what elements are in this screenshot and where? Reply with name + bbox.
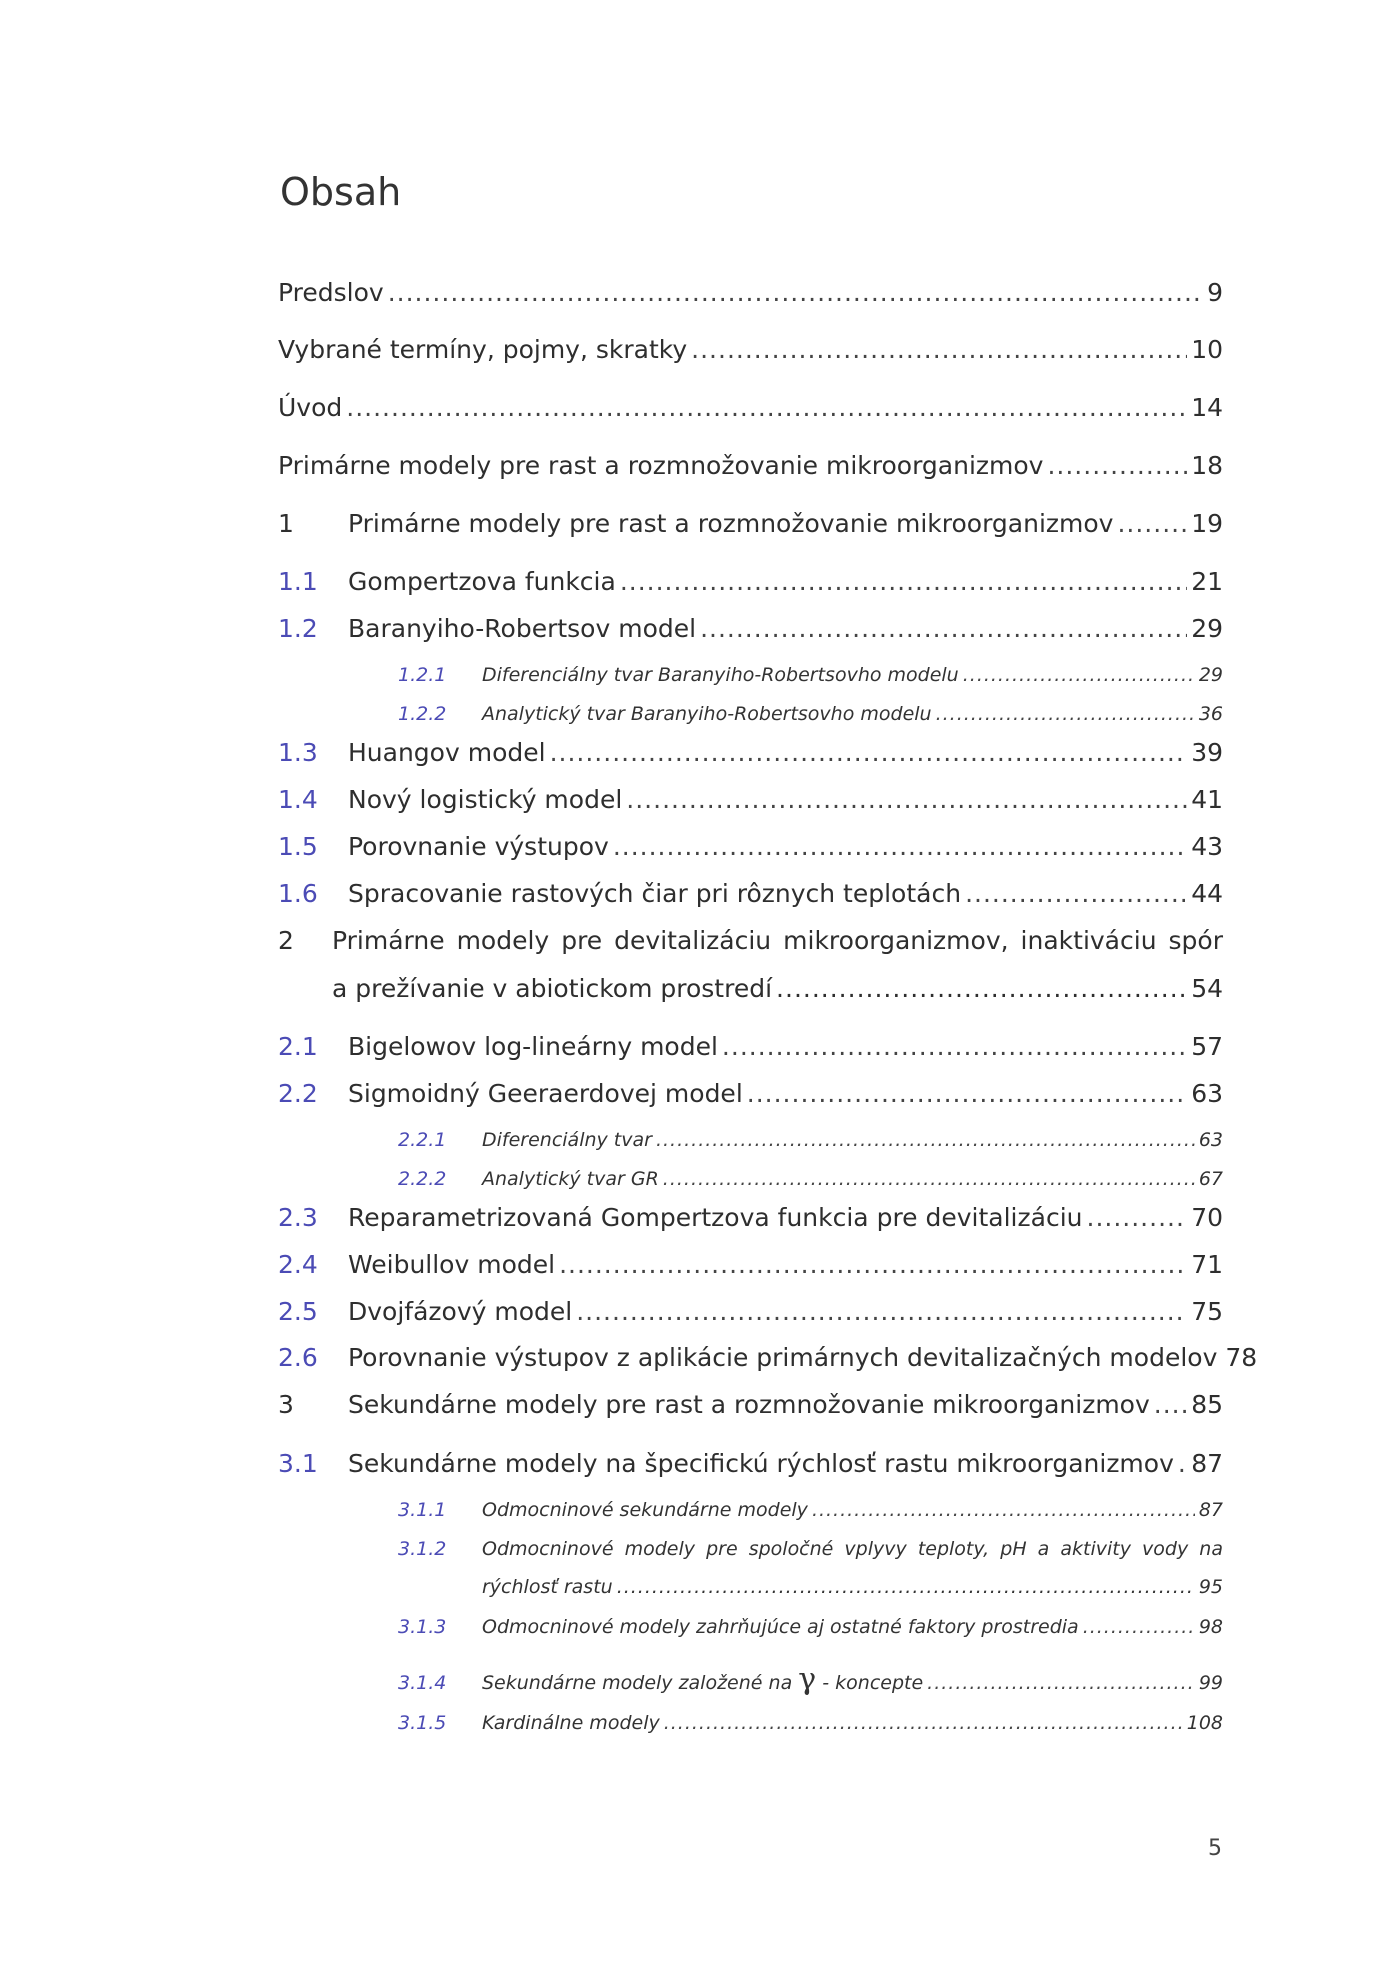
toc-entry-page: 85	[1191, 1390, 1223, 1419]
leader-dots	[776, 974, 1187, 1003]
toc-entry-number: 2.3	[278, 1203, 318, 1232]
toc-entry-1-5[interactable]	[278, 832, 1223, 861]
toc-entry-predslov[interactable]	[278, 278, 1223, 307]
toc-entry-label-line2: rýchlosť rastu	[482, 1576, 613, 1598]
toc-entry-number: 2.1	[278, 1032, 318, 1061]
toc-entry-2-6[interactable]	[278, 1343, 1258, 1372]
toc-entry-page: 19	[1191, 509, 1223, 538]
toc-entry-page: 57	[1191, 1032, 1223, 1061]
toc-entry-page: 10	[1191, 335, 1223, 364]
toc-entry-2-1[interactable]	[278, 1032, 1223, 1061]
leader-dots	[1178, 1449, 1187, 1478]
toc-entry-label: Diferenciálny tvar	[482, 1129, 652, 1151]
leader-dots	[1117, 509, 1187, 538]
leader-dots	[388, 278, 1203, 307]
toc-entry-number: 3.1.5	[398, 1712, 447, 1734]
toc-entry-label-after: - koncepte	[822, 1672, 924, 1694]
toc-entry-chapter-1[interactable]	[278, 509, 1223, 538]
toc-entry-label: Analytický tvar Baranyiho-Robertsovho modelu	[482, 703, 932, 725]
toc-entry-chapter-3[interactable]	[278, 1390, 1223, 1419]
leader-dots	[576, 1297, 1187, 1326]
leader-dots	[1087, 1203, 1188, 1232]
toc-entry-label: Porovnanie výstupov	[348, 832, 609, 861]
toc-entry-number: 3	[278, 1390, 294, 1419]
toc-entry-number: 1.5	[278, 832, 318, 861]
toc-entry-label: Úvod	[278, 393, 343, 422]
leader-dots	[1047, 451, 1187, 480]
toc-entry-number: 1.2	[278, 614, 318, 643]
leader-dots	[965, 879, 1187, 908]
toc-entry-page: 63	[1198, 1129, 1223, 1151]
toc-entry-3-1-4[interactable]	[398, 1662, 1223, 1697]
leader-dots	[1083, 1616, 1195, 1638]
toc-entry-page: 21	[1191, 567, 1223, 596]
leader-dots	[346, 393, 1187, 422]
toc-entry-uvod[interactable]	[278, 393, 1223, 422]
toc-entry-label-line1: Odmocninové modely pre spoločné vplyvy teploty, pH a aktivity vody na	[482, 1538, 1223, 1560]
toc-entry-number: 1.3	[278, 738, 318, 767]
toc-entry-label: Sigmoidný Geeraerdovej model	[348, 1079, 743, 1108]
toc-entry-label: Analytický tvar GR	[482, 1168, 659, 1190]
leader-dots	[691, 335, 1187, 364]
toc-entry-page: 29	[1191, 614, 1223, 643]
toc-entry-number: 2.2	[278, 1079, 318, 1108]
leader-dots	[663, 1168, 1195, 1190]
leader-dots	[626, 785, 1187, 814]
leader-dots	[927, 1672, 1195, 1694]
gamma-symbol: γ	[798, 1662, 817, 1697]
toc-entry-part[interactable]	[278, 451, 1223, 480]
leader-dots	[613, 832, 1187, 861]
toc-entry-label-before: Sekundárne modely založené na	[482, 1672, 793, 1694]
toc-entry-number: 1.2.2	[398, 703, 447, 725]
toc-entry-page: 44	[1191, 879, 1223, 908]
toc-entry-number: 3.1.4	[398, 1672, 447, 1694]
toc-entry-label: Spracovanie rastových čiar pri rôznych teplotách	[348, 879, 962, 908]
toc-entry-2-2-1[interactable]	[398, 1129, 1223, 1151]
toc-entry-page: 41	[1191, 785, 1223, 814]
toc-entry-number: 3.1.2	[398, 1538, 447, 1560]
toc-entry-1-2[interactable]	[278, 614, 1223, 643]
leader-dots	[656, 1129, 1195, 1151]
toc-entry-label-line2: a prežívanie v abiotickom prostredí	[332, 974, 773, 1003]
toc-entry-label: Gompertzova funkcia	[348, 567, 616, 596]
toc-entry-number: 2	[278, 926, 294, 955]
toc-entry-label: Huangov model	[348, 738, 546, 767]
leader-dots	[620, 567, 1187, 596]
page-title: Obsah	[280, 170, 402, 214]
toc-entry-label: Weibullov model	[348, 1250, 556, 1279]
toc-entry-number: 2.4	[278, 1250, 318, 1279]
toc-entry-page: 36	[1198, 703, 1223, 725]
toc-entry-3-1-3[interactable]	[398, 1616, 1223, 1638]
leader-dots	[617, 1576, 1195, 1598]
toc-entry-2-2[interactable]	[278, 1079, 1223, 1108]
toc-entry-2-2-2[interactable]	[398, 1168, 1223, 1190]
page-number: 5	[1208, 1836, 1222, 1861]
toc-entry-label: Vybrané termíny, pojmy, skratky	[278, 335, 688, 364]
toc-entry-terminy[interactable]	[278, 335, 1223, 364]
toc-entry-number: 1.4	[278, 785, 318, 814]
toc-entry-number: 3.1.1	[398, 1499, 447, 1521]
toc-entry-3-1-2[interactable]	[398, 1538, 1223, 1598]
toc-entry-label: Sekundárne modely na špecifickú rýchlosť rastu mikroorganizmov	[348, 1449, 1174, 1478]
toc-entry-number: 1.6	[278, 879, 318, 908]
toc-entry-3-1-5[interactable]	[398, 1712, 1223, 1734]
leader-dots	[559, 1250, 1187, 1279]
toc-entry-number: 2.5	[278, 1297, 318, 1326]
toc-entry-2-4[interactable]	[278, 1250, 1223, 1279]
toc-entry-3-1[interactable]	[278, 1449, 1223, 1478]
toc-entry-label: Nový logistický model	[348, 785, 623, 814]
leader-dots	[550, 738, 1188, 767]
leader-dots	[747, 1079, 1187, 1108]
toc-entry-page: 71	[1191, 1250, 1223, 1279]
toc-entry-label: Odmocninové sekundárne modely	[482, 1499, 808, 1521]
toc-entry-label: Sekundárne modely pre rast a rozmnožovanie mikroorganizmov	[348, 1390, 1150, 1419]
leader-dots	[936, 703, 1195, 725]
toc-entry-page: 29	[1198, 664, 1223, 686]
toc-entry-label: Predslov	[278, 278, 384, 307]
toc-entry-page: 75	[1191, 1297, 1223, 1326]
toc-entry-label: Primárne modely pre rast a rozmnožovanie mikroorganizmov	[278, 451, 1044, 480]
toc-entry-page: 14	[1191, 393, 1223, 422]
toc-entry-label: Primárne modely pre rast a rozmnožovanie mikroorganizmov	[348, 509, 1114, 538]
toc-entry-number: 2.6	[278, 1343, 318, 1372]
toc-entry-1-4[interactable]	[278, 785, 1223, 814]
toc-entry-1-1[interactable]	[278, 567, 1223, 596]
leader-dots	[1154, 1390, 1187, 1419]
toc-entry-2-3[interactable]	[278, 1203, 1223, 1232]
toc-entry-label: Baranyiho-Robertsov model	[348, 614, 697, 643]
toc-entry-label	[482, 1662, 923, 1697]
toc-entry-number: 2.2.1	[398, 1129, 447, 1151]
toc-entry-page: 9	[1207, 278, 1223, 307]
toc-entry-number: 1.1	[278, 567, 318, 596]
leader-dots	[722, 1032, 1187, 1061]
toc-entry-page: 78	[1225, 1343, 1258, 1372]
leader-dots	[812, 1499, 1195, 1521]
toc-entry-2-5[interactable]	[278, 1297, 1223, 1326]
toc-entry-number: 1	[278, 509, 294, 538]
toc-entry-label: Porovnanie výstupov z aplikácie primárnych devitalizačných modelov	[348, 1343, 1218, 1372]
toc-entry-1-6[interactable]	[278, 879, 1223, 908]
toc-entry-page: 95	[1198, 1576, 1223, 1598]
toc-entry-label: Odmocninové modely zahrňujúce aj ostatné faktory prostredia	[482, 1616, 1079, 1638]
toc-entry-page: 87	[1191, 1449, 1223, 1478]
toc-entry-1-2-1[interactable]	[398, 664, 1223, 686]
toc-entry-page: 54	[1191, 974, 1223, 1003]
toc-entry-chapter-2[interactable]	[278, 926, 1223, 1003]
toc-entry-label: Bigelowov log-lineárny model	[348, 1032, 718, 1061]
leader-dots	[700, 614, 1187, 643]
toc-entry-number: 3.1	[278, 1449, 318, 1478]
toc-entry-page: 70	[1191, 1203, 1223, 1232]
toc-entry-number: 1.2.1	[398, 664, 447, 686]
toc-entry-label: Kardinálne modely	[482, 1712, 660, 1734]
toc-entry-label-line1: Primárne modely pre devitalizáciu mikroorganizmov, inaktiváciu spór	[332, 926, 1223, 955]
toc-entry-page: 18	[1191, 451, 1223, 480]
toc-entry-page: 108	[1186, 1712, 1223, 1734]
leader-dots	[963, 664, 1195, 686]
toc-entry-page: 63	[1191, 1079, 1223, 1108]
toc-entry-number: 3.1.3	[398, 1616, 447, 1638]
toc-entry-page: 99	[1198, 1672, 1223, 1694]
toc-entry-page: 87	[1198, 1499, 1223, 1521]
leader-dots	[664, 1712, 1183, 1734]
toc-entry-1-3[interactable]	[278, 738, 1223, 767]
toc-entry-page: 98	[1198, 1616, 1223, 1638]
toc-entry-3-1-1[interactable]	[398, 1499, 1223, 1521]
toc-entry-label: Reparametrizovaná Gompertzova funkcia pre devitalizáciu	[348, 1203, 1083, 1232]
toc-entry-page: 43	[1191, 832, 1223, 861]
toc-entry-page: 39	[1191, 738, 1223, 767]
toc-entry-1-2-2[interactable]	[398, 703, 1223, 725]
toc-entry-number: 2.2.2	[398, 1168, 447, 1190]
toc-entry-page: 67	[1198, 1168, 1223, 1190]
toc-entry-label: Dvojfázový model	[348, 1297, 573, 1326]
toc-entry-label: Diferenciálny tvar Baranyiho-Robertsovho modelu	[482, 664, 959, 686]
